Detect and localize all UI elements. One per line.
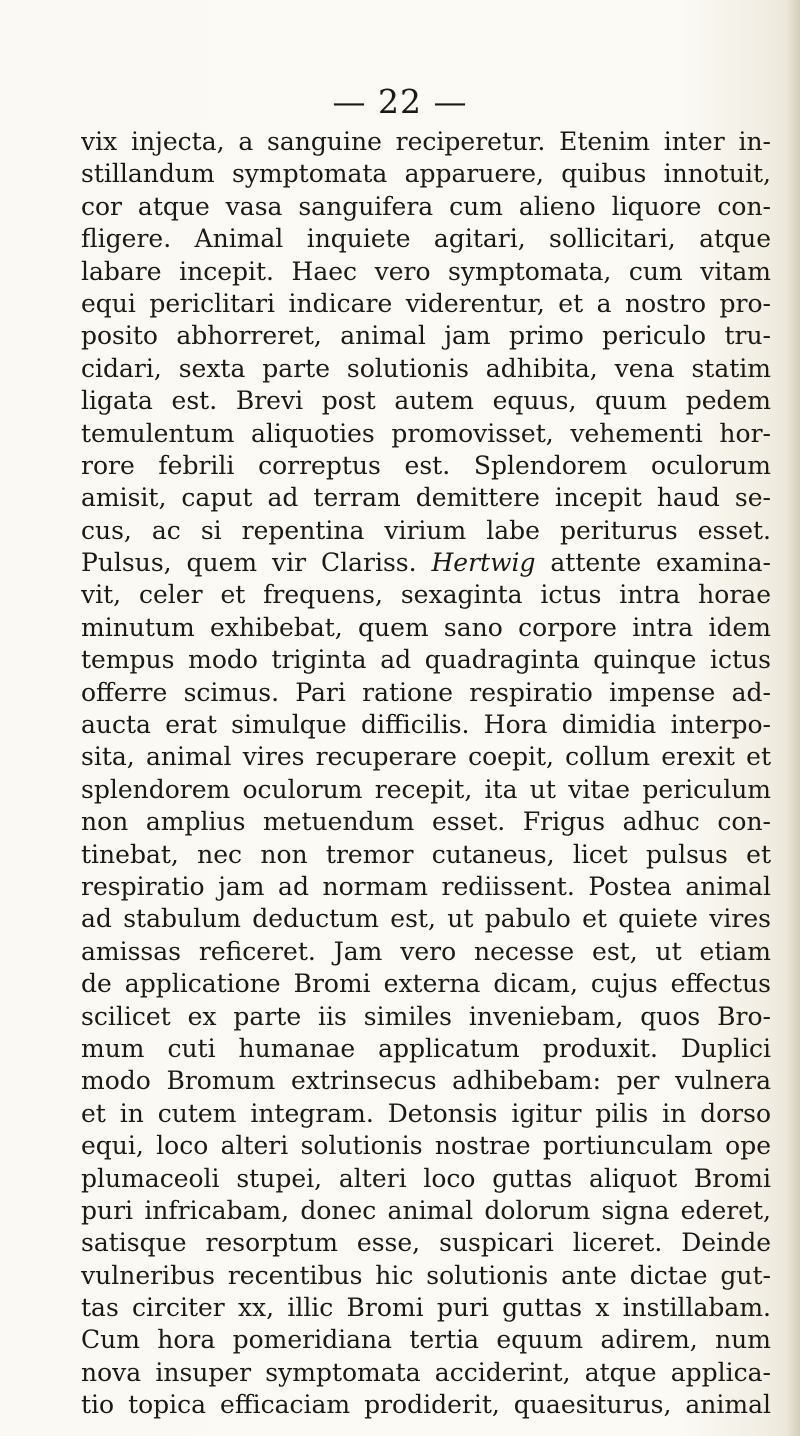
- text-line: mum cuti humanae applicatum produxit. Duplici: [81, 1033, 771, 1063]
- text-line: non amplius metuendum esset. Frigus adhuc con-: [81, 807, 771, 837]
- text-line: Pulsus, quem vir Clariss. Hertwig attente examina-: [81, 548, 771, 578]
- text-line: splendorem oculorum recepit, ita ut vitae periculum: [81, 774, 771, 804]
- text-line: tas circiter xx, illic Bromi puri guttas x instillabam.: [81, 1293, 771, 1323]
- text-line: scilicet ex parte iis similes inveniebam, quos Bro-: [81, 1001, 771, 1031]
- text-line: amisit, caput ad terram demittere incepit haud se-: [81, 483, 771, 513]
- text-line: stillandum symptomata apparuere, quibus innotuit,: [81, 159, 771, 189]
- text-line: equi, loco alteri solutionis nostrae portiunculam ope: [81, 1131, 771, 1161]
- text-line: modo Bromum extrinsecus adhibebam: per vulnera: [81, 1066, 771, 1096]
- text-line: ad stabulum deductum est, ut pabulo et quiete vires: [81, 904, 771, 934]
- text-line: tio topica efficaciam prodiderit, quaesiturus, animal: [81, 1390, 771, 1420]
- text-line: posito abhorreret, animal jam primo periculo tru-: [81, 321, 771, 351]
- text-line: minutum exhibebat, quem sano corpore intra idem: [81, 612, 771, 642]
- text-line: cidari, sexta parte solutionis adhibita, vena statim: [81, 353, 771, 383]
- text-line: vulneribus recentibus hic solutionis ante dictae gut-: [81, 1260, 771, 1290]
- text-line: Cum hora pomeridiana tertia equum adirem, num: [81, 1325, 771, 1355]
- page-number: — 22 —: [332, 82, 468, 121]
- text-line: de applicatione Bromi externa dicam, cujus effectus: [81, 969, 771, 999]
- text-line: puri infricabam, donec animal dolorum signa ederet,: [81, 1195, 771, 1225]
- text-line: ligata est. Brevi post autem equus, quum pedem: [81, 386, 771, 416]
- page-edge-shadow: [786, 0, 800, 1436]
- text-line: cus, ac si repentina virium labe periturus esset.: [81, 515, 771, 545]
- text-line: offerre scimus. Pari ratione respiratio impense ad-: [81, 677, 771, 707]
- text-line: sita, animal vires recuperare coepit, collum erexit et: [81, 742, 771, 772]
- text-line: labare incepit. Haec vero symptomata, cum vitam: [81, 256, 771, 286]
- text-line: temulentum aliquoties promovisset, vehementi hor-: [81, 418, 771, 448]
- author-name: Hertwig: [431, 548, 536, 578]
- text-line: fligere. Animal inquiete agitari, sollicitari, atque: [81, 224, 771, 254]
- body-text: [81, 126, 771, 1422]
- text-line: satisque resorptum esse, suspicari liceret. Deinde: [81, 1228, 771, 1258]
- text-line: aucta erat simulque difficilis. Hora dimidia interpo-: [81, 710, 771, 740]
- text-line: plumaceoli stupei, alteri loco guttas aliquot Bromi: [81, 1163, 771, 1193]
- text-line: rore febrili correptus est. Splendorem oculorum: [81, 450, 771, 480]
- text-line: cor atque vasa sanguifera cum alieno liquore con-: [81, 191, 771, 221]
- text-line: tinebat, nec non tremor cutaneus, licet pulsus et: [81, 839, 771, 869]
- text-line: nova insuper symptomata acciderint, atque applica-: [81, 1357, 771, 1387]
- text-line: respiratio jam ad normam rediissent. Postea animal: [81, 871, 771, 901]
- text-line: tempus modo triginta ad quadraginta quinque ictus: [81, 645, 771, 675]
- text-line: vix injecta, a sanguine reciperetur. Etenim inter in-: [81, 127, 771, 156]
- text-line: et in cutem integram. Detonsis igitur pilis in dorso: [81, 1098, 771, 1128]
- text-line: equi periclitari indicare viderentur, et a nostro pro-: [81, 288, 771, 318]
- text-line: amissas reficeret. Jam vero necesse est, ut etiam: [81, 936, 771, 966]
- text-line: vit, celer et frequens, sexaginta ictus intra horae: [81, 580, 771, 610]
